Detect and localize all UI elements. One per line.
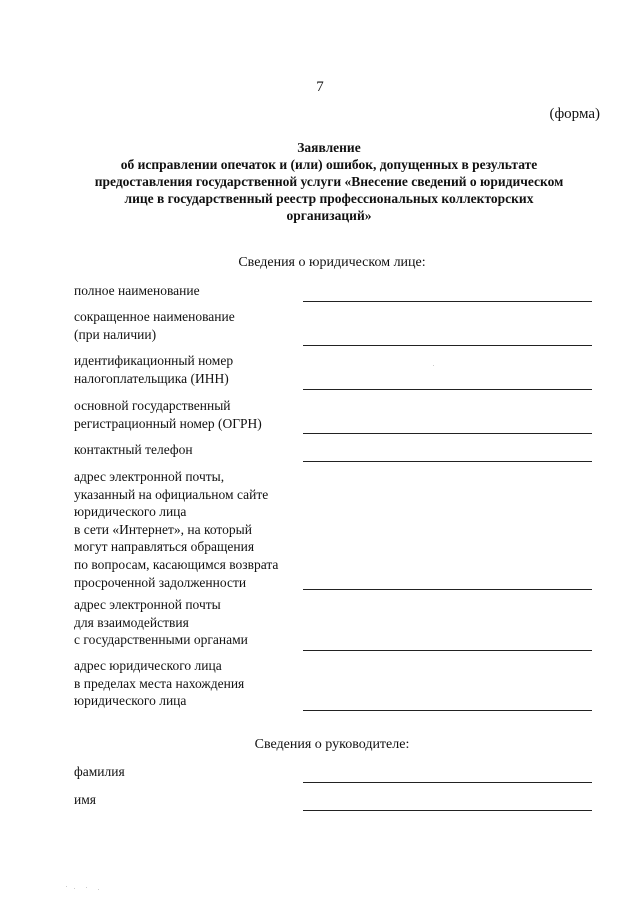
field-label-full-name: полное наименование xyxy=(74,283,200,298)
scan-speck xyxy=(98,889,99,890)
title-line: об исправлении опечаток и (или) ошибок, допущенных в результате xyxy=(120,157,538,172)
field-line-first-name[interactable] xyxy=(303,810,592,811)
scan-speck xyxy=(433,365,434,366)
page-number: 7 xyxy=(316,79,324,95)
title-line: Заявление xyxy=(297,140,361,155)
field-line-ogrn[interactable] xyxy=(303,433,592,434)
scan-speck xyxy=(86,887,87,888)
field-label-short-name: сокращенное наименование (при наличии) xyxy=(74,309,235,342)
field-label-inn: идентификационный номер налогоплательщика (ИНН) xyxy=(74,353,234,386)
field-line-email-government[interactable] xyxy=(303,650,592,651)
field-label-surname: фамилия xyxy=(74,764,125,779)
field-line-phone[interactable] xyxy=(303,461,592,462)
document-title xyxy=(70,139,588,224)
field-label-legal-address: адрес юридического лица в пределах места нахождения юридического лица xyxy=(74,658,245,709)
title-line: лице в государственный реестр профессиональных коллекторских xyxy=(124,191,534,206)
field-line-full-name[interactable] xyxy=(303,301,592,302)
title-line: предоставления государственной услуги «Внесение сведений о юридическом xyxy=(94,174,564,189)
field-line-inn[interactable] xyxy=(303,389,592,390)
field-line-surname[interactable] xyxy=(303,782,592,783)
title-line: организаций» xyxy=(286,208,372,223)
scan-speck xyxy=(66,886,67,887)
field-label-email-website: адрес электронной почты, указанный на официальном сайте юридического лица в сети «Интернет», на который могут направляться обращения по вопросам, касающимся возврата просроченной задолженности xyxy=(74,469,279,590)
field-line-short-name[interactable] xyxy=(303,345,592,346)
field-line-legal-address[interactable] xyxy=(303,710,592,711)
field-line-email-website[interactable] xyxy=(303,589,592,590)
section-heading-director: Сведения о руководителе: xyxy=(254,737,410,752)
field-label-email-government: адрес электронной почты для взаимодействия с государственными органами xyxy=(74,597,248,648)
form-label: (форма) xyxy=(549,106,600,122)
section-heading-legal-entity: Сведения о юридическом лице: xyxy=(238,255,426,270)
scan-speck xyxy=(74,888,75,889)
field-label-first-name: имя xyxy=(74,792,96,807)
field-label-ogrn: основной государственный регистрационный номер (ОГРН) xyxy=(74,398,262,431)
field-label-phone: контактный телефон xyxy=(74,442,193,457)
